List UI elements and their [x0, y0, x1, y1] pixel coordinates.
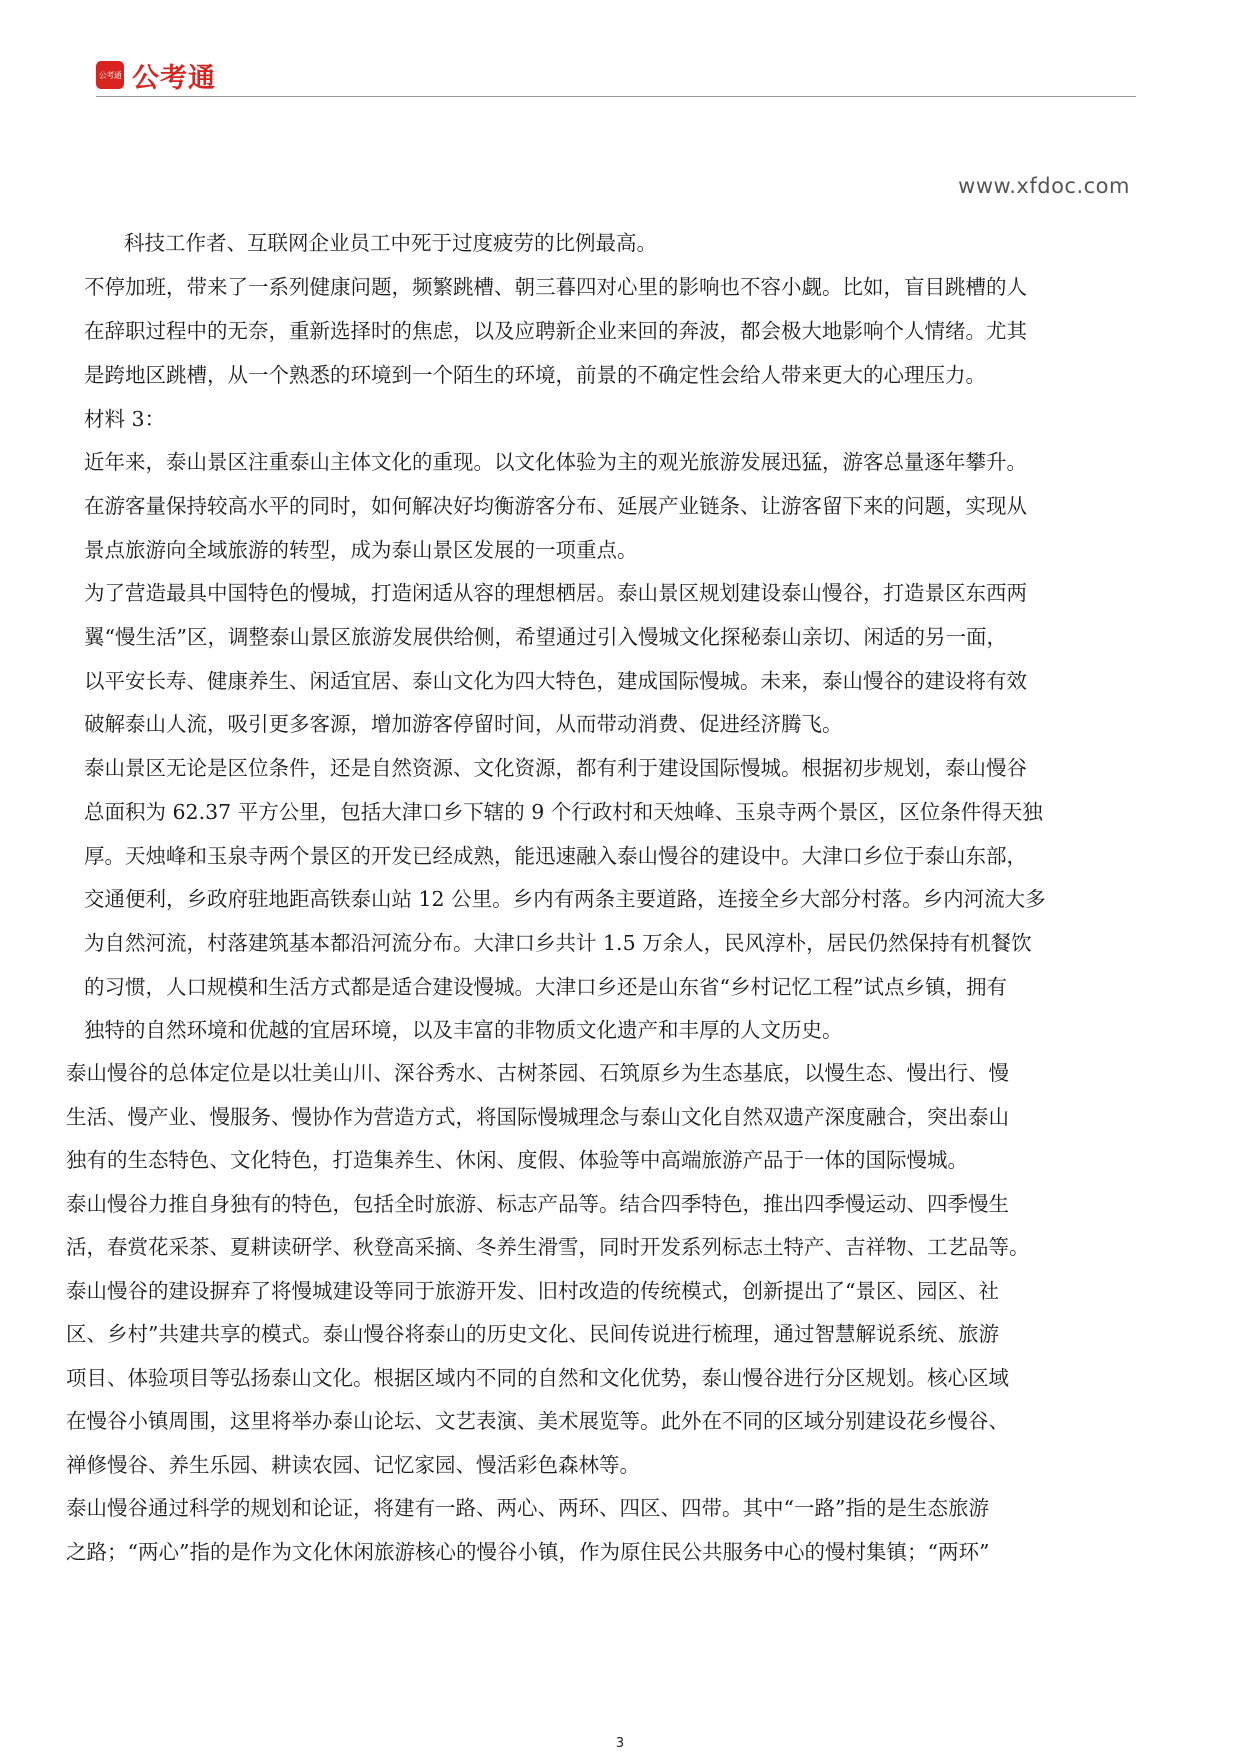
text-line: 的习惯，人口规模和生活方式都是适合建设慢城。大津口乡还是山东省“乡村记忆工程”试点乡镇，拥有	[84, 975, 1007, 999]
text-line: 为自然河流，村落建筑基本都沿河流分布。大津口乡共计 1.5 万余人，民风淳朴，居民仍然保持有机餐饮	[84, 931, 1032, 955]
text-line: 交通便利，乡政府驻地距高铁泰山站 12 公里。乡内有两条主要道路，连接全乡大部分村落。乡内河流大多	[84, 887, 1046, 911]
text-line: 泰山慢谷力推自身独有的特色，包括全时旅游、标志产品等。结合四季特色，推出四季慢运动、四季慢生	[66, 1192, 1009, 1216]
text-line: 之路；“两心”指的是作为文化休闲旅游核心的慢谷小镇，作为原住民公共服务中心的慢村集镇；“两环”	[66, 1540, 990, 1564]
text-line: 独有的生态特色、文化特色，打造集养生、休闲、度假、体验等中高端旅游产品于一体的国际慢城。	[66, 1148, 968, 1172]
text-line: 为了营造最具中国特色的慢城，打造闲适从容的理想栖居。泰山景区规划建设泰山慢谷，打造景区东西两	[84, 581, 1027, 605]
text-line: 是跨地区跳槽，从一个熟悉的环境到一个陌生的环境，前景的不确定性会给人带来更大的心理压力。	[84, 363, 986, 387]
text-line: 区、乡村”共建共享的模式。泰山慢谷将泰山的历史文化、民间传说进行梳理，通过智慧解说系统、旅游	[66, 1322, 999, 1346]
text-line: 泰山慢谷通过科学的规划和论证，将建有一路、两心、两环、四区、四带。其中“一路”指的是生态旅游	[66, 1496, 989, 1520]
logo-text: 公考通	[132, 62, 216, 94]
text-line: 生活、慢产业、慢服务、慢协作为营造方式，将国际慢城理念与泰山文化自然双遗产深度融合，突出泰山	[66, 1105, 1009, 1129]
text-line: 厚。天烛峰和玉泉寺两个景区的开发已经成熟，能迅速融入泰山慢谷的建设中。大津口乡位于泰山东部，	[84, 844, 1027, 868]
text-line: 近年来，泰山景区注重泰山主体文化的重现。以文化体验为主的观光旅游发展迅猛，游客总量逐年攀升。	[84, 450, 1027, 474]
text-line: 泰山景区无论是区位条件，还是自然资源、文化资源，都有利于建设国际慢城。根据初步规划，泰山慢谷	[84, 756, 1027, 780]
text-line: 泰山慢谷的总体定位是以壮美山川、深谷秀水、古树茶园、石筑原乡为生态基底，以慢生态、慢出行、慢	[66, 1061, 1009, 1085]
text-line: 泰山慢谷的建设摒弃了将慢城建设等同于旅游开发、旧村改造的传统模式，创新提出了“景区、园区、社	[66, 1279, 999, 1303]
text-line: 项目、体验项目等弘扬泰山文化。根据区域内不同的自然和文化优势，泰山慢谷进行分区规划。核心区域	[66, 1366, 1009, 1390]
page-number: 3	[615, 1736, 625, 1751]
header	[96, 58, 216, 92]
text-line: 禅修慢谷、养生乐园、耕读农园、记忆家园、慢活彩色森林等。	[66, 1453, 640, 1477]
text-line: 在游客量保持较高水平的同时，如何解决好均衡游客分布、延展产业链条、让游客留下来的问题，实现从	[84, 494, 1027, 518]
logo-badge-text: 公考通	[98, 70, 122, 80]
text-line: 不停加班，带来了一系列健康问题，频繁跳槽、朝三暮四对心里的影响也不容小觑。比如，盲目跳槽的人	[84, 275, 1027, 299]
text-line: 在辞职过程中的无奈，重新选择时的焦虑，以及应聘新企业来回的奔波，都会极大地影响个人情绪。尤其	[84, 319, 1027, 343]
text-line: 在慢谷小镇周围，这里将举办泰山论坛、文艺表演、美术展览等。此外在不同的区域分别建设花乡慢谷、	[66, 1409, 1009, 1433]
header-divider	[96, 96, 1136, 97]
text-line: 活，春赏花采茶、夏耕读研学、秋登高采摘、冬养生滑雪，同时开发系列标志土特产、吉祥物、工艺品等。	[66, 1235, 1030, 1259]
logo-icon	[96, 61, 124, 89]
text-line: 以平安长寿、健康养生、闲适宜居、泰山文化为四大特色，建成国际慢城。未来，泰山慢谷的建设将有效	[84, 669, 1027, 693]
text-line: 科技工作者、互联网企业员工中死于过度疲劳的比例最高。	[124, 231, 657, 255]
text-line: 独特的自然环境和优越的宜居环境，以及丰富的非物质文化遗产和丰厚的人文历史。	[84, 1018, 843, 1042]
text-line: 破解泰山人流，吸引更多客源，增加游客停留时间，从而带动消费、促进经济腾飞。	[84, 712, 843, 736]
text-line: 景点旅游向全域旅游的转型，成为泰山景区发展的一项重点。	[84, 538, 638, 562]
text-line: 翼“慢生活”区，调整泰山景区旅游发展供给侧，希望通过引入慢城文化探秘泰山亲切、闲适的另一面，	[84, 625, 1007, 649]
section-label: 材料 3：	[84, 407, 166, 431]
text-line: 总面积为 62.37 平方公里，包括大津口乡下辖的 9 个行政村和天烛峰、玉泉寺两个景区，区位条件得天独	[84, 800, 1043, 824]
site-url: www.xfdoc.com	[958, 174, 1130, 198]
